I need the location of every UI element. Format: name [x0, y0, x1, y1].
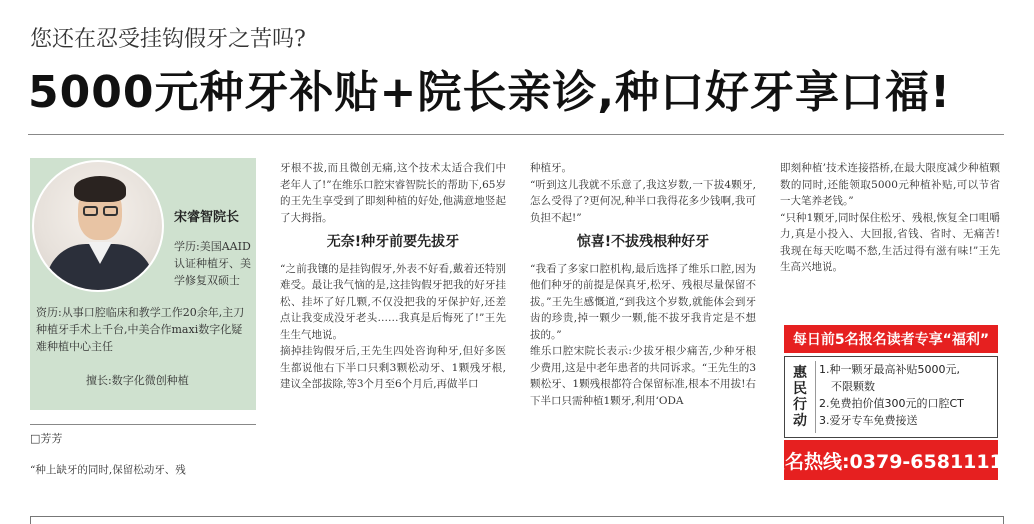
subheading: 无奈!种牙前要先拔牙 — [326, 234, 460, 250]
paragraph: “我看了多家口腔机构,最后选择了维乐口腔,因为他们种牙的前提是保真牙,松牙、残根尽量保留不拔。”王先生感慨道,“到我这个岁数,就能体会到牙齿的珍贵,掉一颗少一颗,能不拔牙我肯定是不想拔的。” — [530, 262, 756, 341]
doctor-profile — [30, 158, 256, 410]
doctor-specialty: 擅长:数字化微创种植 — [86, 374, 189, 387]
article-headline: 5000元种牙补贴+院长亲诊,种口好牙享口福! — [28, 67, 952, 118]
paragraph: 维乐口腔宋院长表示:少拔牙根少痛苦,少种牙根少费用,这是中老年患者的共同诉求。“王先生的3颗松牙、1颗残根都符合保留标准,根本不用拔!右下半口只需种植1颗牙,利用‘ODA — [530, 345, 756, 407]
subheading: 惊喜!不拔残根种好牙 — [576, 234, 710, 250]
doctor-name: 宋睿智院长 — [174, 210, 240, 225]
article-column-2 — [280, 160, 506, 393]
promo-item: 不限颗数 — [831, 380, 875, 393]
paragraph: 即刻种植’技术连接搭桥,在最大限度减少种植颗数的同时,还能领取5000元种植补贴,可以节省一大笔养老钱。” — [780, 162, 1000, 207]
article-column-3 — [530, 160, 756, 409]
next-article-frame — [30, 516, 1004, 524]
article-column-4 — [780, 160, 1000, 276]
promo-title: 每日前5名报名读者专享“福利” — [784, 325, 998, 353]
article-column-1 — [30, 462, 256, 479]
doctor-portrait-image — [32, 160, 164, 292]
promo-item: 2.免费拍价值300元的口腔CT — [819, 397, 964, 410]
hotline-banner: 报名热线:0379-65811111 — [784, 440, 998, 480]
article-kicker: 您还在忍受挂钩假牙之苦吗? — [30, 27, 306, 52]
paragraph: 摘掉挂钩假牙后,王先生四处咨询种牙,但好多医生都说他右下半口只剩3颗松动牙、1颗残牙根,建议全部拔除,等3个月至6个月后,再做半口 — [280, 345, 506, 390]
promo-item: 1.种一颗牙最高补贴5000元, — [819, 363, 960, 376]
promo-box — [784, 356, 998, 438]
byline: □芳芳 — [30, 432, 63, 445]
doctor-education: 学历:美国AAID认证种植牙、美学修复双硕士 — [174, 240, 251, 287]
paragraph: 牙根不拔,而且微创无痛,这个技术太适合我们中老年人了!”在维乐口腔宋睿智院长的帮助下,65岁的王先生享受到了即刻种植的好处,他满意地竖起了大拇指。 — [280, 162, 506, 224]
promo-side-label: 惠 民 行 动 — [793, 365, 807, 429]
paragraph: 种植牙。 — [530, 162, 572, 174]
paragraph: “种上缺牙的同时,保留松动牙、残 — [30, 464, 186, 476]
promo-list — [819, 361, 995, 429]
promo-divider — [815, 361, 816, 433]
paragraph: “只种1颗牙,同时保住松牙、残根,恢复全口咀嚼力,真是小投入、大回报,省钱、省时、无痛苦!我现在每天吃喝不愁,生活过得有滋有味!”王先生高兴地说。 — [780, 211, 1000, 273]
doctor-experience: 资历:从事口腔临床和教学工作20余年,主刀种植牙手术上千台,中美合作maxi数字化疑难种植中心主任 — [36, 306, 245, 353]
paragraph: “听到这儿我就不乐意了,我这岁数,一下拔4颗牙,怎么受得了?更何况,种半口我得花多少钱啊,我可负担不起!” — [530, 178, 756, 224]
paragraph: “之前我镶的是挂钩假牙,外表不好看,戴着还特别难受。最让我气恼的是,这挂钩假牙把我的好牙挂松、挂坏了好几颗,不仅没把我的牙保护好,还差点让我变成没牙老头……我真是后悔死了!”王先生生气地说。 — [280, 262, 506, 341]
byline-divider — [30, 424, 256, 425]
promo-item: 3.爱牙专车免费接送 — [819, 414, 918, 427]
divider — [28, 134, 1004, 135]
